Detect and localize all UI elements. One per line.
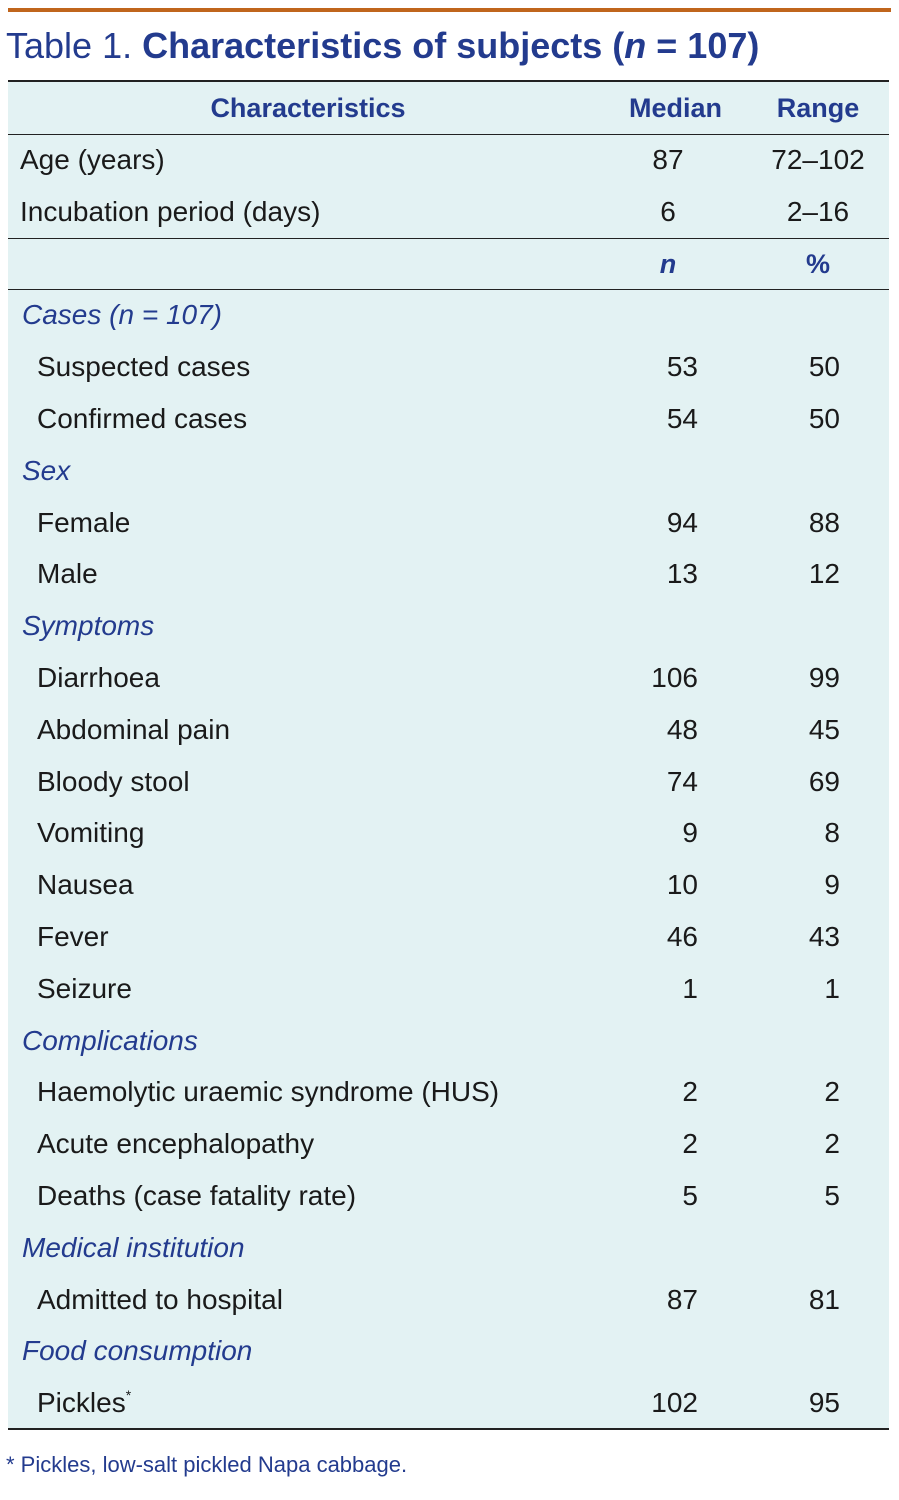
row-n: 87 [666,1283,698,1315]
section-title: Cases (n = 107) [22,299,222,331]
table-row [8,393,889,445]
header-percent: % [805,248,830,279]
row-percent: 9 [824,869,840,901]
table-row [8,859,889,911]
row-percent: 99 [808,662,840,693]
row-percent: 2 [824,1076,840,1108]
top-accent-bar [8,8,891,12]
table-row [8,1118,889,1170]
section-title: Medical institution [22,1231,245,1263]
section-row [8,1222,889,1274]
table-row [8,807,889,859]
section-row [8,1015,889,1067]
row-range: 2–16 [786,195,850,227]
row-range: 72–102 [771,144,865,175]
row-percent: 45 [808,713,840,745]
table-title-n: n [624,25,647,66]
section-row [8,289,889,341]
row-label: Male [37,558,98,590]
section-row [8,600,889,652]
table-row [8,497,889,549]
header-characteristics: Characteristics [210,93,406,123]
table-title [6,22,759,70]
table-footnote: * Pickles, low-salt pickled Napa cabbage. [6,1452,408,1477]
table-title-count: = 107) [646,25,760,66]
row-n: 53 [666,351,698,383]
row-percent: 1 [824,972,840,1004]
row-percent: 2 [824,1128,840,1160]
table-row [8,652,889,704]
section-title: Food consumption [22,1335,253,1367]
header-median: Median [628,93,722,123]
table-row [8,911,889,963]
row-n: 106 [651,662,698,693]
row-n: 102 [651,1387,698,1419]
section-title: Sex [22,454,71,486]
row-percent: 43 [808,921,840,952]
row-n: 74 [666,765,698,797]
table-row [8,186,889,238]
characteristics-table [8,80,889,1430]
row-percent: 69 [808,765,840,797]
row-label: Age (years) [20,144,165,175]
section-row [8,1325,889,1377]
row-n: 9 [682,817,698,849]
table-row [8,548,889,600]
table-row [8,341,889,393]
row-percent: 5 [824,1180,840,1211]
row-percent: 50 [808,403,840,434]
row-label: Admitted to hospital [37,1283,283,1315]
row-n: 10 [666,869,698,901]
row-n: 2 [682,1076,698,1108]
row-percent: 95 [808,1387,840,1419]
row-n: 54 [666,403,698,434]
header-n: n [659,248,677,279]
table-number: Table 1. [6,25,133,66]
row-label: Diarrhoea [37,662,160,693]
row-label: Deaths (case fatality rate) [37,1180,357,1211]
footnote-marker: * [125,1387,132,1404]
row-label: Bloody stool [37,765,190,797]
section-row [8,445,889,497]
table-row [8,1066,889,1118]
row-n: 46 [666,921,698,952]
table-row [8,1170,889,1222]
row-n: 5 [682,1180,698,1211]
table-row [8,134,889,186]
row-n: 2 [682,1128,698,1160]
table-row [8,704,889,756]
row-median: 87 [652,144,684,175]
row-percent: 12 [808,558,840,590]
table-row [8,1377,889,1429]
row-label: Vomiting [37,817,145,849]
row-median: 6 [660,195,676,227]
section-title: Symptoms [22,610,155,642]
row-label: Acute encephalopathy [37,1128,315,1160]
table-row [8,1274,889,1326]
row-label: Haemolytic uraemic syndrome (HUS) [37,1076,500,1108]
subheader-row [8,238,889,290]
row-label: Nausea [37,869,134,901]
header-range: Range [776,93,860,123]
section-title: Complications [22,1024,198,1056]
table-title-text: Characteristics of subjects ( [142,25,625,66]
row-label: Pickles* [37,1387,132,1419]
row-n: 94 [666,506,698,538]
row-label: Seizure [37,972,132,1004]
row-percent: 8 [824,817,840,849]
row-n: 1 [682,972,698,1004]
table-row [8,756,889,808]
row-n: 48 [666,713,698,745]
row-label: Fever [37,921,109,952]
row-percent: 81 [808,1283,840,1315]
row-label: Suspected cases [37,351,251,383]
row-label: Incubation period (days) [20,195,321,227]
table-row [8,963,889,1015]
row-label: Female [37,506,131,538]
row-n: 13 [666,558,698,590]
row-label: Abdominal pain [37,713,231,745]
row-percent: 88 [808,506,840,538]
row-percent: 50 [808,351,840,383]
table-header-row [8,82,889,134]
row-label: Confirmed cases [37,403,248,434]
